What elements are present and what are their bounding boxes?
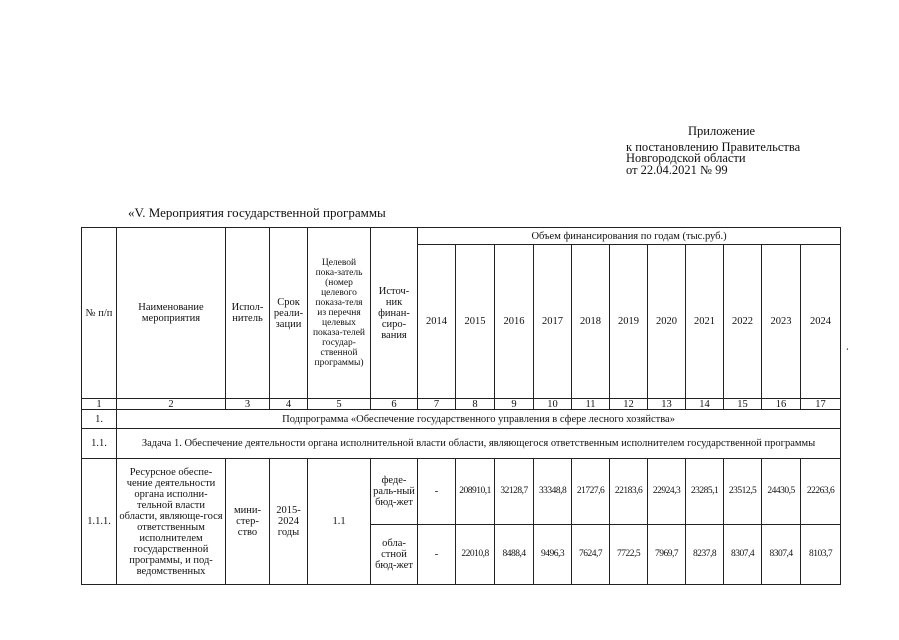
funding-value: 7722,5	[610, 525, 648, 585]
header-name: Наименование мероприятия	[117, 228, 226, 399]
funding-value: 22924,3	[648, 459, 686, 525]
subprogram-num: 1.	[82, 410, 117, 429]
header-year: 2022	[724, 245, 762, 399]
column-index: 9	[495, 399, 534, 410]
column-index: 6	[371, 399, 418, 410]
funding-value: 8307,4	[762, 525, 801, 585]
funding-value: 22183,6	[610, 459, 648, 525]
approval-header	[626, 126, 886, 176]
header-funding-group: Объем финансирования по годам (тыс.руб.)	[418, 228, 841, 245]
column-index: 12	[610, 399, 648, 410]
header-target: Целевой пока-затель (номер целевого показа-теля из перечня целевых показа-телей государ-ственной программы)	[308, 228, 371, 399]
header-year: 2023	[762, 245, 801, 399]
task-num: 1.1.	[82, 429, 117, 459]
activity-name: Ресурсное обеспе-чение деятельности органа исполни-тельной власти области, являюще-гося ответственным исполнителем государственной программы, и под-ведомственных	[117, 459, 226, 585]
header-year: 2017	[534, 245, 572, 399]
column-index: 1	[82, 399, 117, 410]
header-year: 2014	[418, 245, 456, 399]
header-title: Приложение	[688, 124, 756, 138]
funding-value: 8237,8	[686, 525, 724, 585]
funding-value: 8103,7	[801, 525, 841, 585]
activity-target: 1.1	[308, 459, 371, 585]
program-activities-table	[81, 227, 841, 585]
funding-value: 9496,3	[534, 525, 572, 585]
column-index: 16	[762, 399, 801, 410]
activity-row-federal	[82, 459, 841, 525]
header-num: № п/п	[82, 228, 117, 399]
funding-value: 208910,1	[456, 459, 495, 525]
stray-mark: ،	[846, 343, 849, 352]
header-source: Источ-ник финан-сиро-вания	[371, 228, 418, 399]
activity-executor: мини-стер-ство	[226, 459, 270, 585]
task-row	[82, 429, 841, 459]
column-index: 3	[226, 399, 270, 410]
column-index: 2	[117, 399, 226, 410]
header-year: 2020	[648, 245, 686, 399]
column-index: 5	[308, 399, 371, 410]
funding-value: 22010,8	[456, 525, 495, 585]
subprogram-text: Подпрограмма «Обеспечение государственного управления в сфере лесного хозяйства»	[117, 410, 841, 429]
column-index: 13	[648, 399, 686, 410]
funding-value: 8488,4	[495, 525, 534, 585]
source-regional: обла-стной бюд-жет	[371, 525, 418, 585]
header-executor: Испол-нитель	[226, 228, 270, 399]
funding-value: -	[418, 525, 456, 585]
funding-value: 8307,4	[724, 525, 762, 585]
column-index: 8	[456, 399, 495, 410]
header-year: 2015	[456, 245, 495, 399]
column-index: 14	[686, 399, 724, 410]
header-year: 2024	[801, 245, 841, 399]
column-index: 4	[270, 399, 308, 410]
column-index: 17	[801, 399, 841, 410]
funding-value: 7969,7	[648, 525, 686, 585]
header-year: 2018	[572, 245, 610, 399]
funding-value: 23285,1	[686, 459, 724, 525]
funding-value: 32128,7	[495, 459, 534, 525]
header-year: 2019	[610, 245, 648, 399]
funding-value: 22263,6	[801, 459, 841, 525]
column-index-row	[82, 399, 841, 410]
header-line-2: Новгородской области	[626, 151, 746, 165]
source-federal: феде-раль-ный бюд-жет	[371, 459, 418, 525]
header-term: Срок реали-зации	[270, 228, 308, 399]
funding-value: 33348,8	[534, 459, 572, 525]
funding-value: 24430,5	[762, 459, 801, 525]
column-index: 7	[418, 399, 456, 410]
funding-value: -	[418, 459, 456, 525]
section-title: «V. Мероприятия государственной программы	[128, 205, 386, 220]
header-line-3: от 22.04.2021 № 99	[626, 162, 728, 177]
column-index: 10	[534, 399, 572, 410]
header-year: 2021	[686, 245, 724, 399]
column-index: 11	[572, 399, 610, 410]
activity-term: 2015-2024 годы	[270, 459, 308, 585]
subprogram-row	[82, 410, 841, 429]
task-text: Задача 1. Обеспечение деятельности органа исполнительной власти области, являющегося ответственным исполнителем государственной программы	[117, 429, 841, 459]
column-index: 15	[724, 399, 762, 410]
funding-value: 7624,7	[572, 525, 610, 585]
header-line-1: к постановлению Правительства	[626, 139, 801, 154]
funding-value: 23512,5	[724, 459, 762, 525]
activity-num: 1.1.1.	[82, 459, 117, 585]
header-year: 2016	[495, 245, 534, 399]
funding-value: 21727,6	[572, 459, 610, 525]
